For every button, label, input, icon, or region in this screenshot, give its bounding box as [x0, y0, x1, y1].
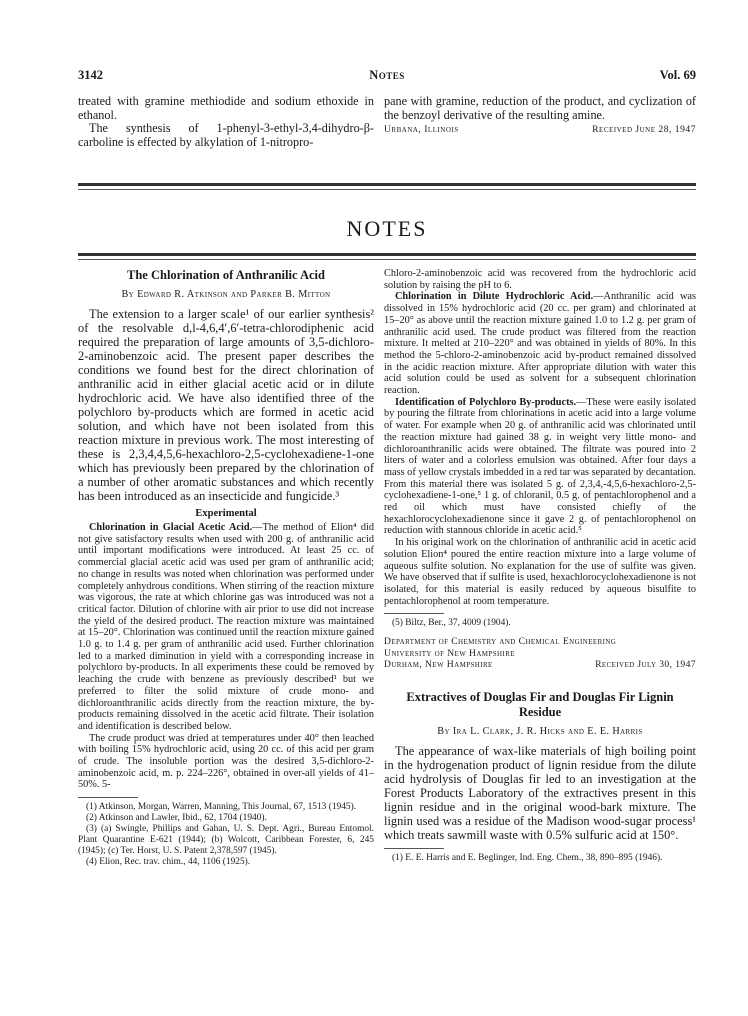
footnote: (3) (a) Swingle, Phillips and Gahan, U. S. Dept. Agri., Bureau Entomol. Plant Quarantine E-621 (1944); (b) Wolcott, Caribbean Forester, 6, 245 (1945); (c) Ter. Horst, U. S. Patent 2,378,597 (1945). — [78, 824, 374, 857]
paragraph-text: —These were easily isolated by pouring the filtrate from chlorinations in acetic acid into a large volume of water. For example when 20 g. of anthranilic acid was chlorinated until the reaction mixture had gained 38 g. in weight very little mono- and dichloroanthranilic acids were obtained. The filtrate was poured into 2 liters of water and a colorless emulsion was obtained. After four days a mass of yellow crystals imbedded in a red tar was separated by decantation. From this material there was isolated 5 g. of 2,3,4,-4,5,6-hexachloro-2,5-cyclohexadiene-1-one,⁵ 1 g. of chloranil, 0.5 g. of pentachlorophenol and a red oil which must have consisted chiefly of the hexachlorocyclohexadienone since it gave 2 g. of pentachlorophenol on reduction with stannous chloride in acetic acid.⁵ — [384, 396, 696, 537]
paragraph — [384, 397, 696, 537]
footnote: (1) E. E. Harris and E. Beglinger, Ind. Eng. Chem., 38, 890–895 (1946). — [392, 853, 663, 864]
divider-rule — [78, 253, 696, 256]
paragraph: The synthesis of 1-phenyl-3-ethyl-3,4-dihydro-β-carboline is effected by alkylation of 1-nitropro- — [78, 121, 374, 149]
department: Department of Chemistry and Chemical Engineering — [384, 636, 617, 648]
top-left-column — [78, 95, 374, 149]
paragraph-heading: Identification of Polychloro By-products. — [395, 396, 577, 408]
left-column — [78, 268, 374, 868]
paragraph-text: —The method of Elion⁴ did not give satisfactory results when used with 200 g. of anthranilic acid until important modifications were introduced. At least 25 cc. of commercial glacial acetic acid was used per gram of anthranilic acid; no change in results was noted when chlorination was performed under completely anhydrous conditions. When stirring of the reaction mixture was vigorous, the rate at which chlorine gas was introduced was not a critical factor. Dilution of chlorine with air prior to use did not increase the yield of the desired product. The reaction mixture was maintained at 15–20°. Chlorination was continued until the reaction mixture gained 1.0 g. to 1.4 g. per gram of anthranilic acid used. Further chlorination led to a marked diminution in yield with a corresponding increase in polychloro by-products. In all experiments these could be removed by leaching the crude with benzene as previously described¹ but we preferred to filter the solid mixture of crude mono- and dichloroanthranilic acids directly from the reaction mixture, the by-products remaining dissolved in the acetic acid filtrate. Their isolation and identification is described below. — [78, 522, 374, 732]
byline: By Edward R. Atkinson and Parker B. Mitton — [121, 289, 331, 300]
article-title: Extractives of Douglas Fir and Douglas Fir Lignin Residue — [406, 690, 674, 720]
article-title: The Chlorination of Anthranilic Acid — [127, 268, 325, 282]
divider-rule — [78, 259, 696, 260]
footnote-rule — [384, 848, 444, 849]
page-number: 3142 — [78, 68, 103, 82]
city: Durham, New Hampshire — [384, 659, 493, 671]
footnote-rule — [384, 613, 444, 614]
paragraph-heading: Chlorination in Dilute Hydrochloric Acid. — [395, 291, 594, 303]
right-column — [384, 268, 696, 864]
section-title: Notes — [369, 68, 405, 82]
divider-rule — [78, 183, 696, 186]
notes-heading: NOTES — [346, 216, 428, 241]
running-head — [78, 68, 696, 84]
affiliation: Urbana, Illinois — [384, 124, 459, 136]
paragraph-heading: Chlorination in Glacial Acetic Acid. — [89, 522, 253, 533]
section-heading: Experimental — [195, 508, 257, 519]
intro-paragraph: The extension to a larger scale¹ of our earlier synthesis² of the resolvable d,l-4,6,4′,6′-tetra-chlorodiphenic acid required the preparation of large amounts of 3,5-dichloro-2-aminobenzoic acid. The present paper describes the conditions we found best for the direct chlorination of anthranilic acid in either glacial acetic acid or in dilute hydrochloric acid. We have also identified three of the polychloro by-products which are formed in acetic acid solution, and which have not been isolated from this reaction mixture in previous work. The most interesting of these is 2,3,4,4,5,6-hexachloro-2,5-cyclohexadiene-1-one which has previously been prepared by the chlorination of a number of other aromatic substances and which recently has been introduced as an insecticide and fungicide.³ — [78, 307, 374, 503]
affiliation-line — [384, 123, 696, 137]
intro-paragraph: The appearance of wax-like materials of high boiling point in the hydrogenation product of lignin residue from the dilute acid hydrolysis of Douglas fir led to an investigation at the Forest Products Laboratory of the extractives present in this lignin residue and in the original wood-bark mixture. The lignin used was a residue of the Madison wood-sugar process¹ which treats sawmill waste with 0.5% sulfuric acid at 150°. — [384, 744, 696, 843]
footnote: (4) Elion, Rec. trav. chim., 44, 1106 (1925). — [86, 857, 251, 868]
paragraph-text: —Anthranilic acid was dissolved in 15% hydrochloric acid (20 cc. per gram) and chlorinated at 15–20° as above until the reaction mixture gained 1.0 to 1.2 g. per gram of anthranilic acid used. The crude product was filtered from the reaction mixture. It melted at 210–220° and was obtained in yields of 80%. In this method the 5-chloro-2-aminobenzoic acid by-product remained dissolved in the acidic reaction mixture. After appropriate dilution with water this acid solution could be used as solvent for a subsequent chlorination reaction. — [384, 291, 696, 397]
top-right-column — [384, 95, 696, 137]
paragraph: In his original work on the chlorination of anthranilic acid in acetic acid solution Elion⁴ poured the entire reaction mixture into a large volume of aqueous sulfite solution. No explanation for the use of sulfite was given. We have observed that if sulfite is used, hexachlorocyclohexadienone is not isolated, for this material is easily reduced by aqueous bisulfite to pentachlorophenol at room temperature. — [384, 537, 696, 607]
paragraph — [78, 522, 374, 733]
paragraph: The crude product was dried at temperatures under 40° then leached with boiling 15% hydrochloric acid, using 20 cc. of this acid per gram of crude. The insoluble portion was the desired 3,5-dichloro-2-aminobenzoic acid, m. p. 224–226°, obtained in over-all yields of 41–50%. 5- — [78, 732, 374, 791]
paragraph — [384, 291, 696, 396]
volume-number: Vol. 69 — [659, 68, 696, 82]
footnote-rule — [78, 797, 138, 798]
paragraph: pane with gramine, reduction of the product, and cyclization of the benzoyl derivative of the resulting amine. — [384, 94, 696, 122]
footnote: (2) Atkinson and Lawler, Ibid., 62, 1704 (1940). — [86, 813, 267, 824]
divider-rule — [78, 189, 696, 190]
footnote: (1) Atkinson, Morgan, Warren, Manning, This Journal, 67, 1513 (1945). — [86, 802, 357, 813]
received-date: Received July 30, 1947 — [595, 659, 696, 671]
paragraph: Chloro-2-aminobenzoic acid was recovered from the hydrochloric acid solution by raising the pH to 6. — [384, 268, 696, 291]
university: University of New Hampshire — [384, 647, 515, 659]
received-date: Received June 28, 1947 — [592, 124, 696, 136]
paragraph: treated with gramine methiodide and sodium ethoxide in ethanol. — [78, 94, 374, 122]
affiliation-line — [384, 659, 696, 670]
footnote: (5) Biltz, Ber., 37, 4009 (1904). — [392, 618, 511, 629]
byline: By Ira L. Clark, J. R. Hicks and E. E. Harris — [437, 726, 643, 738]
